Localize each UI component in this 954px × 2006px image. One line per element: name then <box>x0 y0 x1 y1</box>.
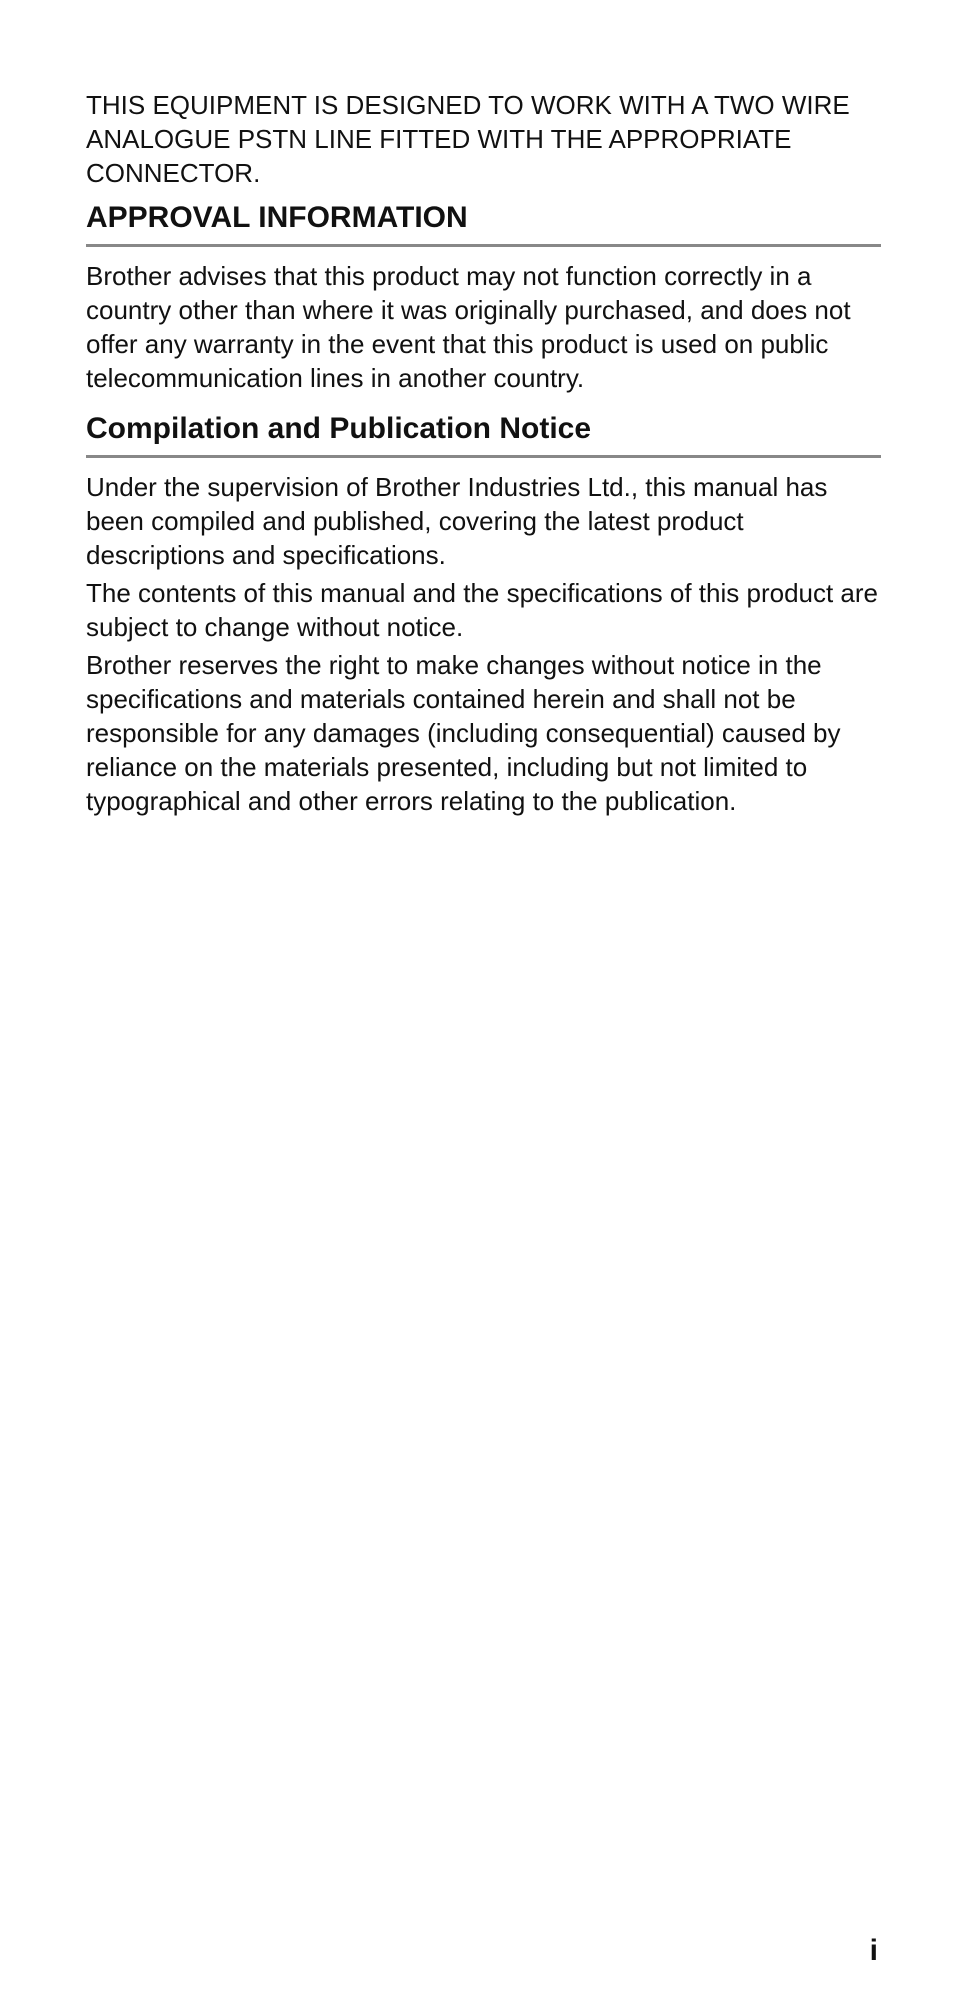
compilation-paragraph-1: Under the supervision of Brother Industries Ltd., this manual has been compiled and published, covering the latest product descriptions and specifications. <box>86 472 828 570</box>
approval-section <box>86 200 881 395</box>
approval-paragraph: Brother advises that this product may not function correctly in a country other than where it was originally purchased, and does not offer any warranty in the event that this product is used on public telecommunication lines in another country. <box>86 261 851 393</box>
compilation-heading: Compilation and Publication Notice <box>86 411 881 458</box>
document-body <box>86 88 881 834</box>
compilation-paragraph-3: Brother reserves the right to make changes without notice in the specifications and materials contained herein and shall not be responsible for any damages (including consequential) caused by reliance on the materials presented, including but not limited to typographical and other errors relating to the publication. <box>86 650 841 816</box>
page-number: i <box>869 1934 878 1967</box>
approval-heading: APPROVAL INFORMATION <box>86 200 881 247</box>
compilation-section <box>86 411 881 818</box>
compilation-paragraph-2: The contents of this manual and the specifications of this product are subject to change without notice. <box>86 578 879 642</box>
equipment-notice: THIS EQUIPMENT IS DESIGNED TO WORK WITH A TWO WIRE ANALOGUE PSTN LINE FITTED WITH THE APPROPRIATE CONNECTOR. <box>86 90 850 188</box>
